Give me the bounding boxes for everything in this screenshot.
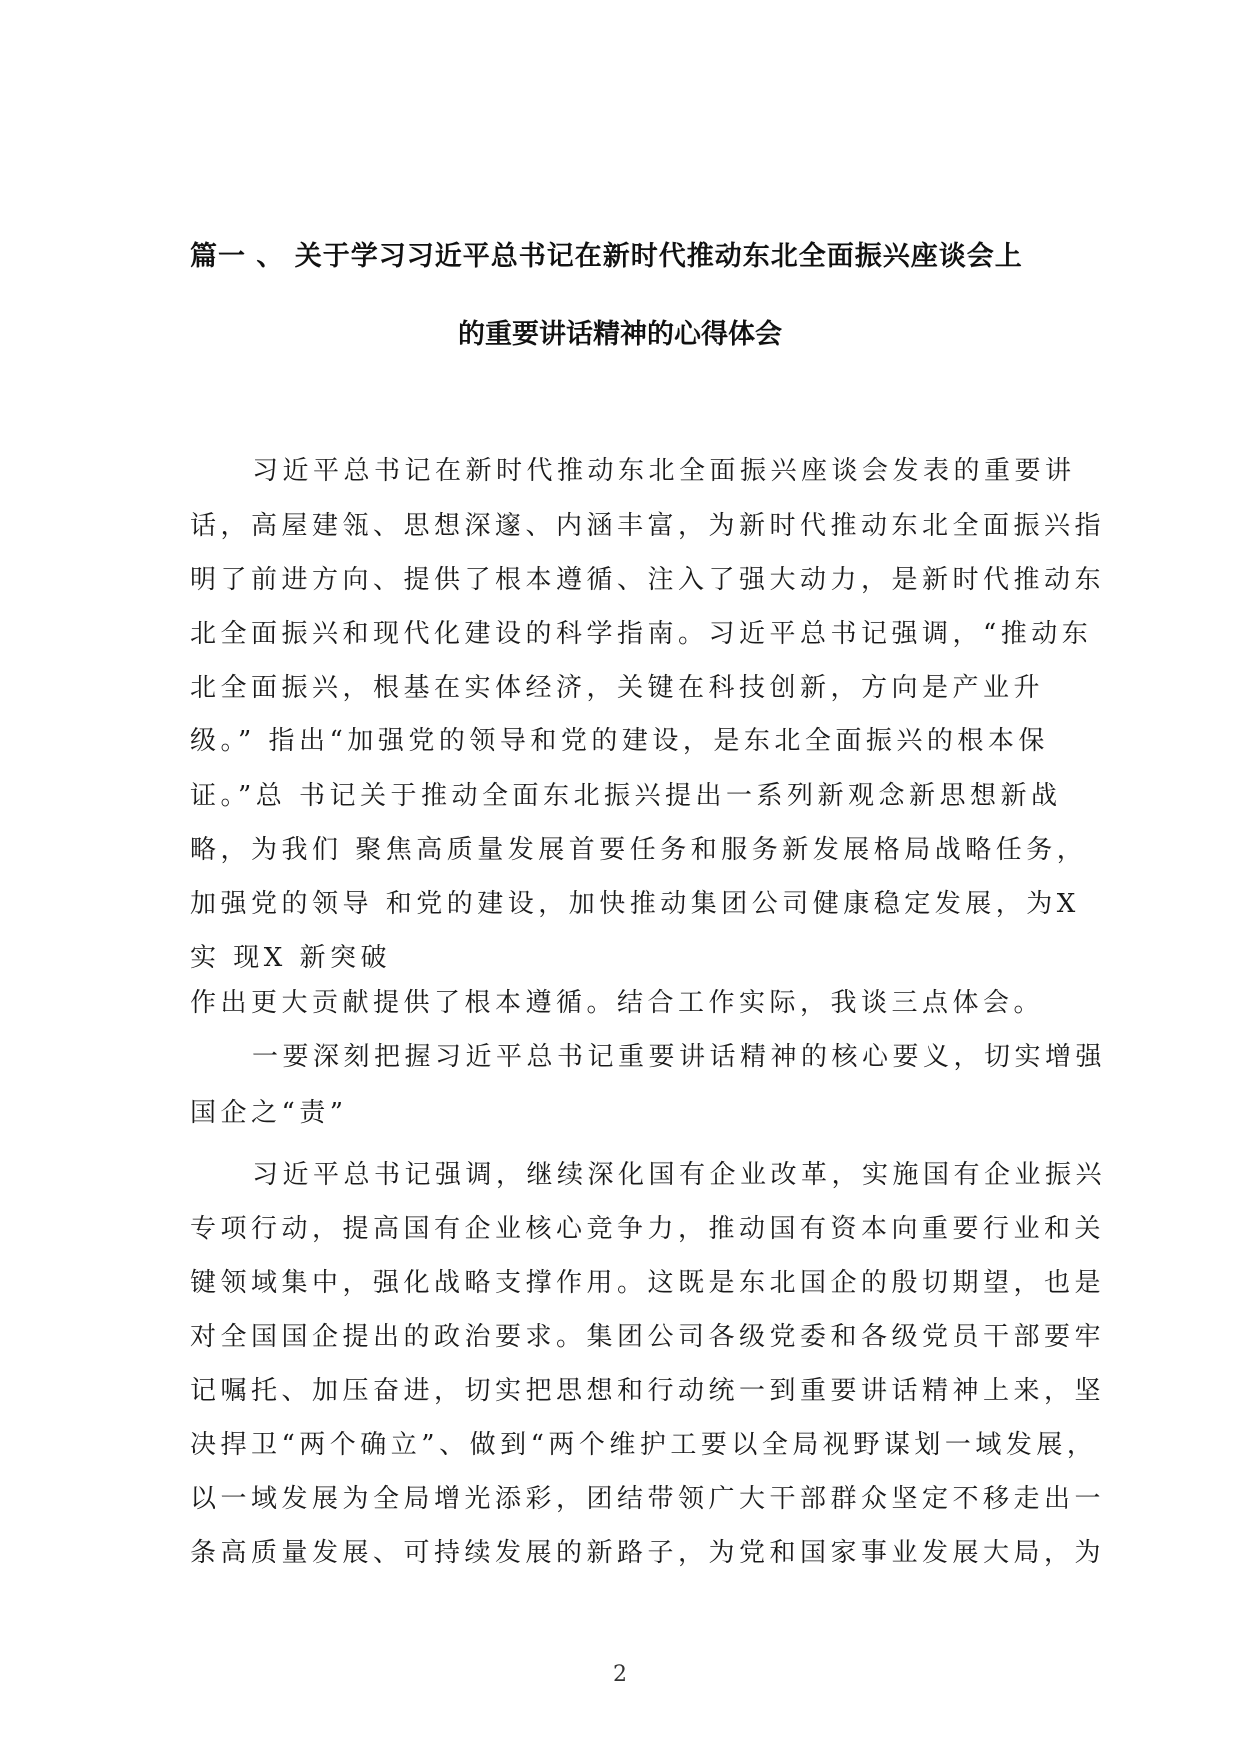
body-line: 专项行动，提高国有企业核心竞争力，推动国有资本向重要行业和关 <box>190 1214 1106 1244</box>
document-title-line-1: 篇一 、 关于学习习近平总书记在新时代推动东北全面振兴座谈会上 <box>190 241 1023 272</box>
body-line: 键领域集中，强化战略支撑作用。这既是东北国企的殷切期望，也是 <box>190 1268 1106 1298</box>
body-line: 以一域发展为全局增光添彩，团结带领广大干部群众坚定不移走出一 <box>190 1484 1106 1514</box>
body-line: 记嘱托、加压奋进，切实把思想和行动统一到重要讲话精神上来，坚 <box>190 1376 1106 1406</box>
body-line: 北全面振兴，根基在实体经济，关键在科技创新，方向是产业升 <box>190 673 1045 703</box>
body-line: 作出更大贡献提供了根本遵循。结合工作实际，我谈三点体会。 <box>190 988 1045 1018</box>
body-line: 对全国国企提出的政治要求。集团公司各级党委和各级党员干部要牢 <box>190 1322 1106 1352</box>
body-line: 证。”总 书记关于推动全面东北振兴提出一系列新观念新思想新战 <box>190 781 1062 811</box>
body-line: 决捍卫“两个确立”、做到“两个维护工要以全局视野谋划一域发展， <box>190 1430 1098 1460</box>
body-line: 略，为我们 聚焦高质量发展首要任务和服务新发展格局战略任务， <box>190 835 1088 865</box>
body-line: 明了前进方向、提供了根本遵循、注入了强大动力，是新时代推动东 <box>190 565 1106 595</box>
body-line: 话，高屋建瓴、思想深邃、内涵丰富，为新时代推动东北全面振兴指 <box>190 511 1106 541</box>
body-line: 加强党的领导 和党的建设，加快推动集团公司健康稳定发展，为X <box>190 889 1080 919</box>
body-line: 一要深刻把握习近平总书记重要讲话精神的核心要义，切实增强 <box>252 1042 1107 1072</box>
page-number: 2 <box>613 1662 627 1687</box>
body-line: 北全面振兴和现代化建设的科学指南。习近平总书记强调，“推动东 <box>190 619 1093 649</box>
body-line: 级。” 指出“加强党的领导和党的建设，是东北全面振兴的根本保 <box>190 726 1049 756</box>
body-line: 条高质量发展、可持续发展的新路子，为党和国家事业发展大局，为 <box>190 1538 1106 1568</box>
body-line: 习近平总书记强调，继续深化国有企业改革，实施国有企业振兴 <box>252 1160 1107 1190</box>
document-title-line-2: 的重要讲话精神的心得体会 <box>458 319 782 350</box>
body-line: 习近平总书记在新时代推动东北全面振兴座谈会发表的重要讲 <box>252 456 1076 486</box>
body-line: 国企之“责” <box>190 1098 348 1128</box>
body-line: 实 现X 新突破 <box>190 943 392 973</box>
